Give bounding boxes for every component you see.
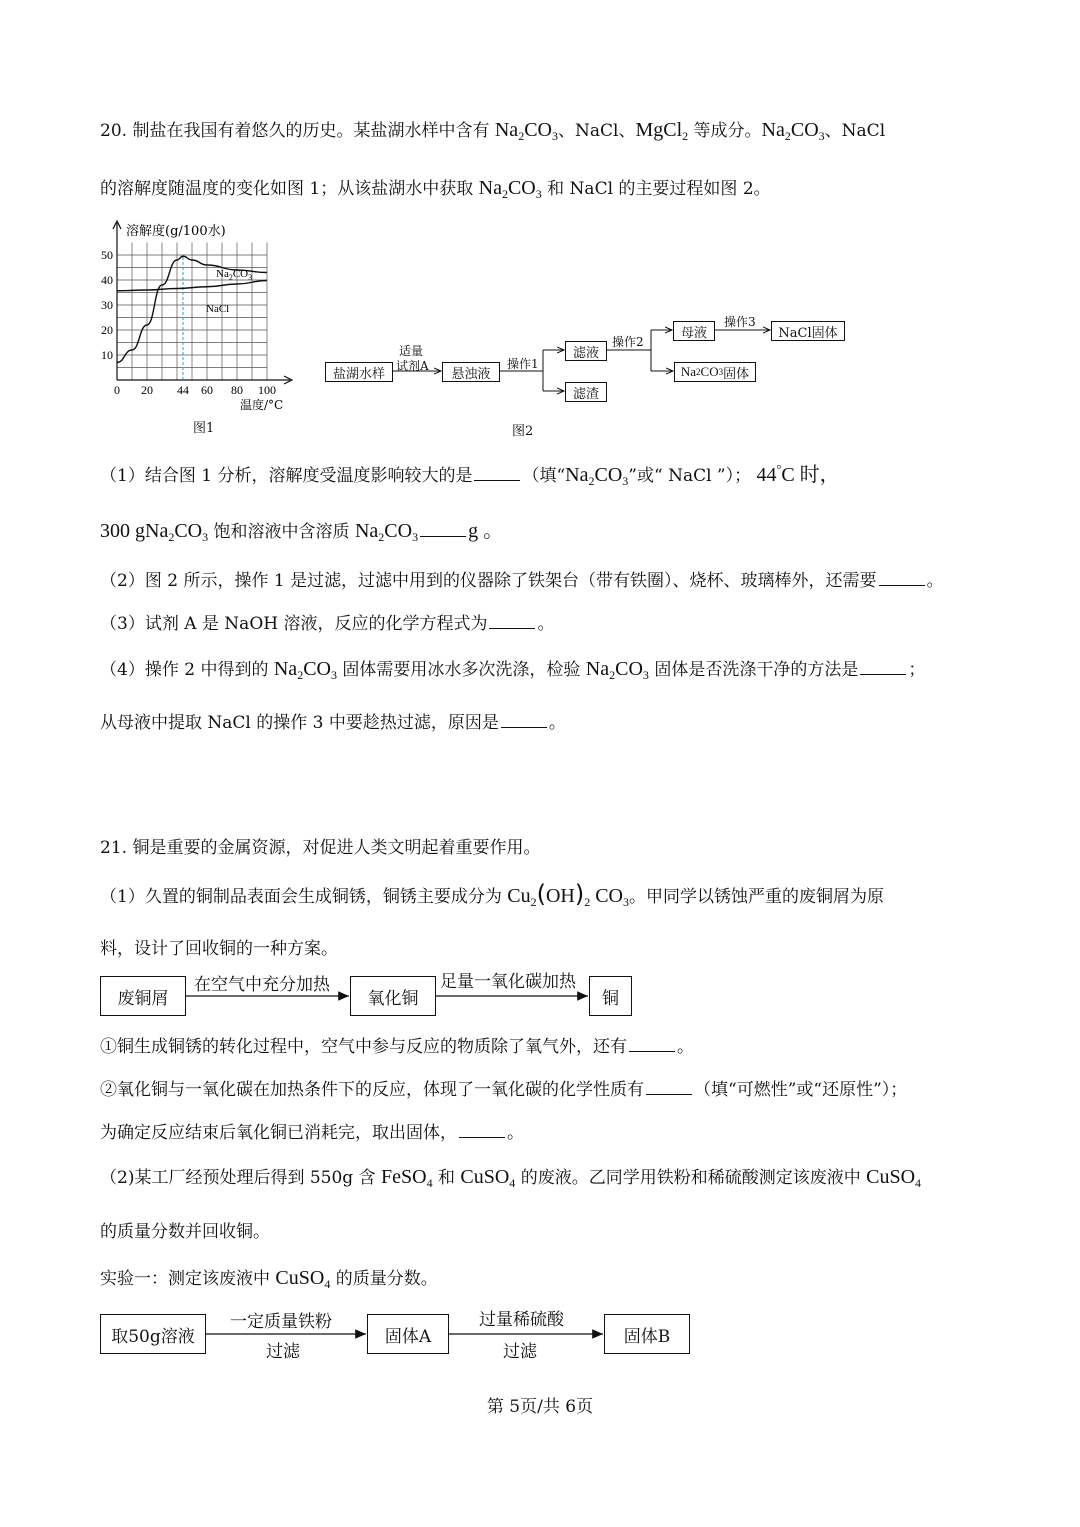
formula-feso4: FeSO$_4$ (381, 1166, 433, 1190)
fig2-arrows (0, 0, 1080, 420)
q20-p4-text: 固体需要用冰水多次洗涤，检验 (342, 660, 581, 680)
q21-exp1-text: 实验一：测定该废液中 (100, 1269, 270, 1289)
q21-sub1 (100, 1032, 694, 1057)
q20-part1-line2 (100, 514, 503, 545)
q21-sub2 (100, 1075, 907, 1100)
punct: ； (908, 660, 926, 680)
q20-p1-text: 饱和溶液中含溶质 (213, 522, 350, 542)
formula-na2co3: $Na_2CO_3$ (478, 177, 542, 201)
q20-p4-text: （4）操作 2 中得到的 (100, 660, 269, 680)
flow2-box-solid-b: 固体B (604, 1314, 690, 1354)
q20-p1-text: （1）结合图 1 分析，溶解度受温度影响较大的是 (100, 466, 473, 486)
x-tick-label: 44 (177, 383, 189, 397)
q21-s1-text: ①铜生成铜锈的转化过程中，空气中参与反应的物质除了氧气外，还有 (100, 1037, 627, 1057)
flow-box-copper: 铜 (589, 976, 632, 1016)
x-axis-label: 温度/°C (240, 398, 284, 412)
formula-cuso4: CuSO$_4$ (275, 1267, 331, 1291)
x-tick-label: 0 (114, 383, 120, 397)
formula-na2co3: $Na_2CO_3$ (565, 464, 629, 488)
y-tick-label: 40 (101, 273, 113, 287)
q20-p3-text: （3）试剂 A 是 NaOH 溶液，反应的化学方程式为 (100, 614, 488, 634)
formula-mgcl2: MgCl$_2$ (635, 119, 689, 143)
y-tick-label: 30 (101, 298, 113, 312)
flow2-box-solid-a: 固体A (367, 1314, 449, 1354)
answer-blank[interactable] (501, 726, 547, 728)
arrow1-top-label: 适量 (399, 344, 424, 358)
q20-p1-text: （填“ (522, 466, 566, 486)
node-residue: 滤渣 (565, 382, 607, 402)
q20-p1-text: C 时， (781, 464, 840, 486)
y-tick-label: 20 (101, 323, 113, 337)
punct: 。 (537, 614, 555, 634)
node-filtrate: 滤液 (565, 341, 607, 361)
q20-p2-text: （2）图 2 所示，操作 1 是过滤，过滤中用到的仪器除了铁架台（带有铁圈）、烧杯、玻璃棒外，还需要 (100, 571, 877, 591)
q21-s3-text: 为确定反应结束后氧化铜已消耗完，取出固体， (100, 1123, 457, 1143)
flow2-box-sample: 取50g溶液 (100, 1314, 206, 1354)
flow2-arrows (0, 1300, 1080, 1370)
q21-part2-line1 (100, 1163, 921, 1191)
page-footer: 第 5页/共 6页 (486, 1397, 594, 1417)
q20-part4-line2 (100, 708, 566, 733)
q21-p2-text: 和 (437, 1168, 455, 1188)
flow2-arrow2-bottom: 过滤 (503, 1342, 537, 1362)
q20-part3 (100, 609, 554, 634)
flow-box-copper-oxide: 氧化铜 (350, 976, 436, 1016)
q20-p4-text: 从母液中提取 NaCl 的操作 3 中要趁热过滤，原因是 (100, 713, 499, 733)
flow-arrow1-label: 在空气中充分加热 (194, 975, 330, 995)
q21-s2-text: （填“可燃性”或“还原性”）； (694, 1080, 908, 1100)
q20-text: 20. 制盐在我国有着悠久的历史。某盐湖水样中含有 (100, 121, 490, 141)
punct: 。 (548, 713, 566, 733)
node-mother-liquor: 母液 (673, 321, 715, 341)
q20-sep2: 、NaCl (824, 121, 886, 141)
x-tick-label: 80 (231, 383, 243, 397)
q21-p2-text: （2)某工厂经预处理后得到 550g 含 (100, 1168, 376, 1188)
flow2-arrow1-top: 一定质量铁粉 (230, 1312, 332, 1332)
q20-text: 的溶解度随温度的变化如图 1；从该盐湖水中获取 (100, 179, 474, 199)
q20-sep: 、NaCl、 (557, 121, 636, 141)
answer-blank[interactable] (860, 673, 906, 675)
q21-p2-text: 的废液。乙同学用铁粉和稀硫酸测定该废液中 (520, 1168, 861, 1188)
formula-na2co3: $Na_2CO_3$ (494, 119, 558, 143)
arrow1-bottom-label: 试剂A (396, 359, 429, 373)
series-label-na2co3: $Na_2CO_3$ (216, 268, 253, 282)
node-na2co3-solid: Na 2 CO 3 固体 (674, 362, 756, 382)
fig2-caption: 图2 (512, 424, 534, 439)
q21-s2-text: ②氧化铜与一氧化碳在加热条件下的反应，体现了一氧化碳的化学性质有 (100, 1080, 644, 1100)
temperature-value: 44 (756, 464, 777, 486)
formula-na2co3: $Na_2CO_3$ (273, 658, 337, 682)
formula-cuso4: CuSO$_4$ (460, 1166, 516, 1190)
x-tick-label: 20 (141, 383, 153, 397)
formula-na2co3: $Na_2CO_3$ (145, 520, 209, 544)
q21-p1-text: （1）久置的铜制品表面会生成铜锈，铜锈主要成分为 (100, 887, 502, 907)
answer-blank[interactable] (420, 535, 466, 537)
q21-sub3 (100, 1118, 524, 1143)
q21-part1-line2: 料，设计了回收铜的一种方案。 (100, 939, 338, 959)
formula-na2co3: $Na_2CO_3$ (761, 119, 825, 143)
unit-g: g 。 (468, 520, 504, 542)
q20-tail: 等成分。 (693, 121, 762, 141)
answer-blank[interactable] (474, 479, 520, 481)
answer-blank[interactable] (646, 1093, 692, 1095)
punct: 。 (677, 1037, 694, 1057)
q20-part4-line1 (100, 655, 925, 683)
arrow4-label: 操作3 (724, 315, 756, 329)
answer-blank[interactable] (879, 584, 925, 586)
arrow3-label: 操作2 (612, 335, 644, 349)
q21-exp1-text: 的质量分数。 (335, 1269, 438, 1289)
q21-line1: 21. 铜是重要的金属资源，对促进人类文明起着重要作用。 (100, 838, 541, 858)
punct: 。 (926, 571, 944, 591)
x-tick-label: 100 (258, 383, 276, 397)
node-nacl-solid: NaCl固体 (771, 321, 845, 341)
series-label-nacl: NaCl (206, 303, 230, 315)
flow2-arrow1-bottom: 过滤 (266, 1342, 300, 1362)
mass-value: 300 g (100, 520, 145, 542)
q21-experiment1 (100, 1264, 438, 1292)
y-tick-label: 10 (101, 348, 113, 362)
q20-part1-line1 (100, 458, 840, 489)
x-tick-label: 60 (201, 383, 213, 397)
answer-blank[interactable] (459, 1136, 505, 1138)
node-suspension: 悬浊液 (442, 362, 500, 382)
q20-text: 和 NaCl 的主要过程如图 2。 (547, 179, 771, 199)
y-tick-label: 50 (101, 248, 113, 262)
q21-p1-text: 。甲同学以锈蚀严重的废铜屑为原 (629, 887, 885, 907)
fig1-caption: 图1 (193, 421, 215, 436)
flow1-arrows (0, 960, 1080, 1030)
punct: 。 (507, 1123, 524, 1143)
answer-blank[interactable] (489, 627, 535, 629)
q21-part1-line1 (100, 880, 884, 910)
answer-blank[interactable] (629, 1050, 675, 1052)
flow2-arrow2-top: 过量稀硫酸 (479, 1310, 564, 1330)
q20-part2 (100, 566, 944, 591)
q20-p4-text: 固体是否洗涤干净的方法是 (654, 660, 859, 680)
degree-sign: ° (776, 462, 782, 476)
q20-p1-text: ”或“ NaCl ”）； (628, 466, 752, 486)
y-axis-label: 溶解度(g/100水) (126, 224, 226, 239)
formula-na2co3: $Na_2CO_3$ (354, 520, 419, 544)
node-salt-lake-water: 盐湖水样 (325, 362, 393, 382)
formula-basic-copper-carbonate: $Cu_2(OH)_2$ $CO_3$ (507, 880, 630, 909)
flow-arrow2-label: 足量一氧化碳加热 (440, 972, 576, 992)
arrow2-label: 操作1 (507, 357, 539, 371)
formula-cuso4: CuSO$_4$ (866, 1166, 922, 1190)
flow-box-scrap-copper: 废铜屑 (100, 976, 186, 1016)
q21-part2-line2: 的质量分数并回收铜。 (100, 1222, 270, 1242)
formula-na2co3: $Na_2CO_3$ (585, 658, 649, 682)
node-label: 固体 (723, 365, 750, 381)
